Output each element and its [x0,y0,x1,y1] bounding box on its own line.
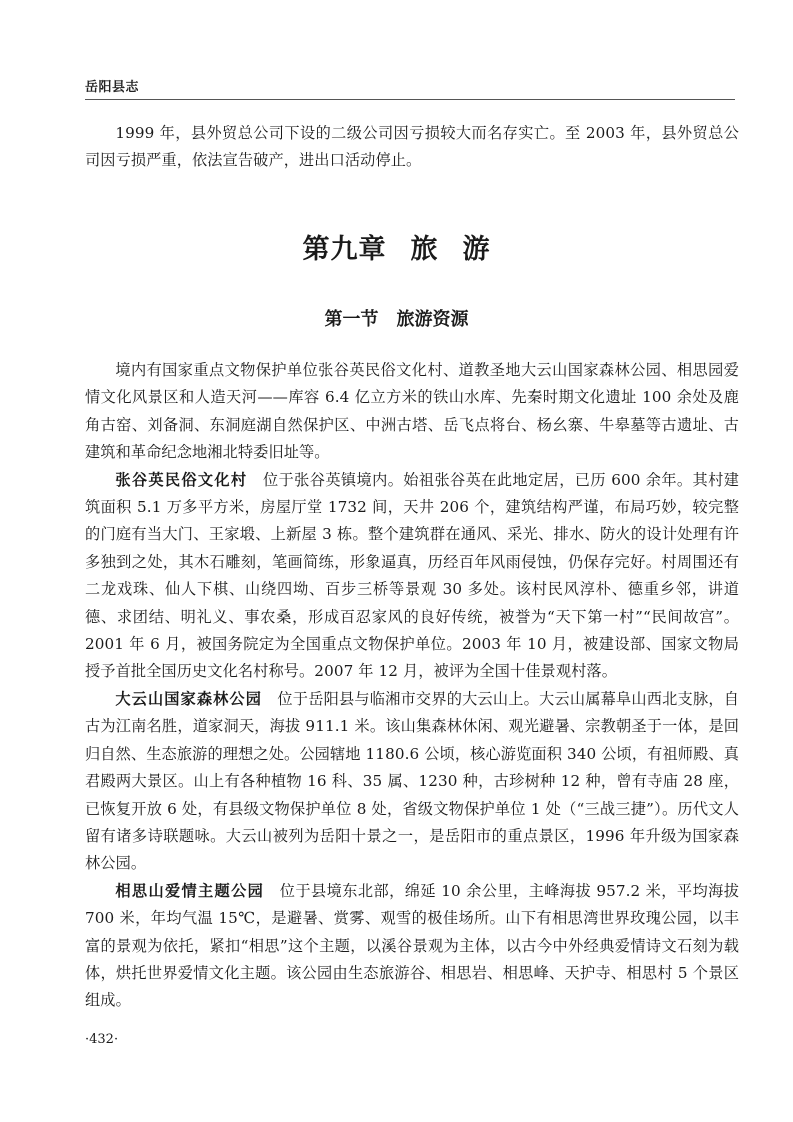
paragraph-zhangguying [85,467,739,686]
main-text [85,357,739,1015]
paragraph-lead: 张谷英民俗文化村 [115,470,248,489]
header-rule [85,99,735,100]
chapter-title-part2: 游 [462,234,491,265]
running-title: 岳阳县志 [85,80,140,95]
paragraph-text: 境内有国家重点文物保护单位张谷英民俗文化村、道教圣地大云山国家森林公园、相思园爱情文化风景区和人造天河——库容 6.4 亿立方米的铁山水库、先秦时期文化遗址 100 余处及鹿角古窑、刘备洞、东洞庭湖自然保护区、中洲古塔、岳飞点将台、杨幺寨、牛皋墓等古遗址、古建筑和革命纪念地湘北特委旧址等。 [85,361,739,462]
paragraph-text: 位于岳阳县与临湘市交界的大云山上。大云山属幕阜山西北支脉，自古为江南名胜，道家洞天，海拔 911.1 米。该山集森林休闲、观光避暑、宗教朝圣于一体，是回归自然、生态旅游的理想之处。公园辖地 1180.6 公顷，核心游览面积 340 公顷，有祖师殿、真君殿两大景区。山上有各种植物 16 科、35 属、1230 种，古珍树种 12 种，曾有寺庙 28 座，已恢复开放 6 处，有县级文物保护单位 8 处，省级文物保护单位 1 处（“三战三捷”）。历代文人留有诸多诗联题咏。大云山被列为岳阳十景之一，是岳阳市的重点景区，1996 年升级为国家森林公园。 [85,689,740,873]
paragraph-overview [85,357,739,467]
chapter-number: 第九章 [302,234,387,265]
paragraph-dayunshan [85,686,739,878]
section-number: 第一节 [324,309,379,330]
paragraph-text: 位于县境东北部，绵延 10 余公里，主峰海拔 957.2 米，平均海拔 700 米，年均气温 15℃，是避暑、赏雾、观雪的极佳场所。山下有相思湾世界玫瑰公园，以丰富的景观为依托，紧扣“相思”这个主题，以溪谷景观为主体，以古今中外经典爱情诗文石刻为载体，烘托世界爱情文化主题。该公园由生态旅游谷、相思岩、相思峰、天护寺、相思村 5 个景区组成。 [85,881,739,1010]
paragraph-lead: 大云山国家森林公园 [115,689,263,708]
paragraph-lead: 相思山爱情主题公园 [115,881,265,900]
section-title [0,305,793,331]
intro-paragraph: 1999 年，县外贸总公司下设的二级公司因亏损较大而名存实亡。至 2003 年，县外贸总公司因亏损严重，依法宣告破产，进出口活动停止。 [85,124,739,170]
paragraph-text: 位于张谷英镇境内。始祖张谷英在此地定居，已历 600 余年。其村建筑面积 5.1 万多平方米，房屋厅堂 1732 间，天井 206 个，建筑结构严谨，布局巧妙，较完整的门庭有当大门、王家塅、上新屋 3 栋。整个建筑群在通风、采光、排水、防火的设计处理有许多独到之处，其木石雕刻，笔画简练，形象逼真，历经百年风雨侵蚀，仍保存完好。村周围还有二龙戏珠、仙人下棋、山绕四坳、百步三桥等景观 30 多处。该村民风淳朴、德重乡邻，讲道德、求团结、明礼义、事农桑，形成百忍家风的良好传统，被誉为“天下第一村”“民间故宫”。2001 年 6 月，被国务院定为全国重点文物保护单位。2003 年 10 月，被建设部、国家文物局授予首批全国历史文化名村称号。2007 年 12 月，被评为全国十佳景观村落。 [85,470,739,681]
intro-block [85,120,739,175]
page-number: ·432· [85,1032,119,1047]
chapter-title-part1: 旅 [410,234,439,265]
section-name: 旅游资源 [396,309,469,330]
chapter-title [0,227,793,266]
paragraph-xiangsishan [85,878,739,1015]
